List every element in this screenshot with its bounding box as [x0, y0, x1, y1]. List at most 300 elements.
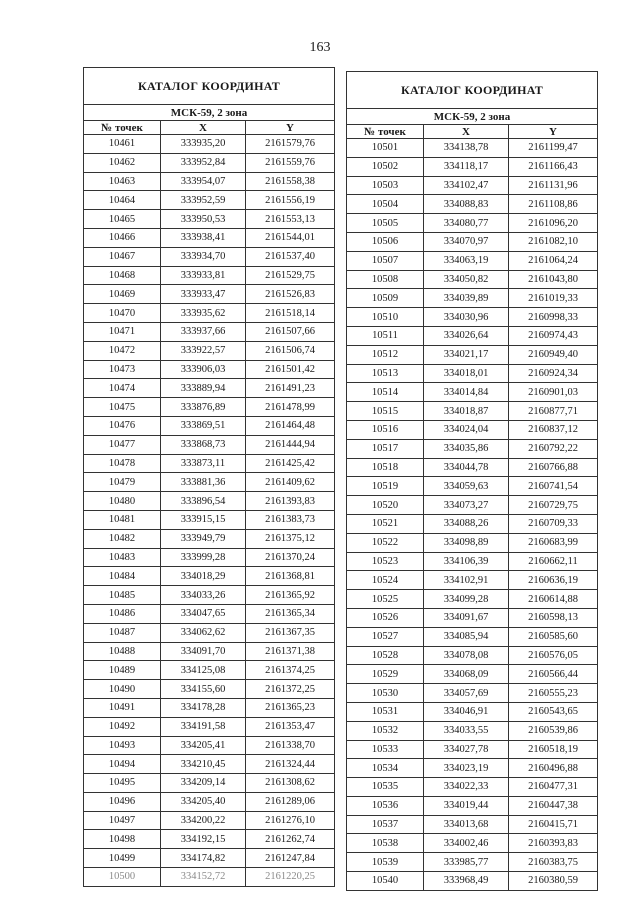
y-coordinate-cell: 2161108,86 [509, 195, 598, 214]
y-coordinate-cell: 2161289,06 [246, 792, 335, 811]
x-coordinate-cell: 334080,77 [424, 214, 509, 233]
y-coordinate-cell: 2161043,80 [509, 270, 598, 289]
x-coordinate-cell: 334209,14 [161, 774, 246, 793]
table-title: КАТАЛОГ КООРДИНАТ [347, 72, 598, 109]
y-coordinate-cell: 2160837,12 [509, 420, 598, 439]
x-coordinate-cell: 334002,46 [424, 834, 509, 853]
point-number-cell: 10467 [84, 247, 161, 266]
x-coordinate-cell: 333954,07 [161, 172, 246, 191]
x-coordinate-cell: 333935,20 [161, 135, 246, 154]
y-coordinate-cell: 2160949,40 [509, 345, 598, 364]
y-coordinate-cell: 2160636,19 [509, 571, 598, 590]
y-coordinate-cell: 2160766,88 [509, 458, 598, 477]
table-row [84, 210, 335, 229]
y-coordinate-cell: 2160447,38 [509, 796, 598, 815]
table-row [347, 853, 598, 872]
header-y: Y [509, 125, 598, 139]
table-row [84, 510, 335, 529]
y-coordinate-cell: 2160566,44 [509, 665, 598, 684]
point-number-cell: 10536 [347, 796, 424, 815]
x-coordinate-cell: 334018,87 [424, 402, 509, 421]
y-coordinate-cell: 2161338,70 [246, 736, 335, 755]
y-coordinate-cell: 2161579,76 [246, 135, 335, 154]
y-coordinate-cell: 2161199,47 [509, 139, 598, 158]
x-coordinate-cell: 334021,17 [424, 345, 509, 364]
x-coordinate-cell: 334057,69 [424, 684, 509, 703]
x-coordinate-cell: 334027,78 [424, 740, 509, 759]
x-coordinate-cell: 334125,08 [161, 661, 246, 680]
y-coordinate-cell: 2161276,10 [246, 811, 335, 830]
y-coordinate-cell: 2161324,44 [246, 755, 335, 774]
point-number-cell: 10498 [84, 830, 161, 849]
table-row [347, 702, 598, 721]
table-row [347, 496, 598, 515]
point-number-cell: 10488 [84, 642, 161, 661]
point-number-cell: 10483 [84, 548, 161, 567]
table-row [347, 195, 598, 214]
point-number-cell: 10523 [347, 552, 424, 571]
x-coordinate-cell: 334035,86 [424, 439, 509, 458]
table-row [84, 285, 335, 304]
point-number-cell: 10470 [84, 304, 161, 323]
table-row [347, 684, 598, 703]
table-row [347, 232, 598, 251]
point-number-cell: 10499 [84, 849, 161, 868]
y-coordinate-cell: 2160614,88 [509, 590, 598, 609]
x-coordinate-cell: 334210,45 [161, 755, 246, 774]
table-row [347, 552, 598, 571]
x-coordinate-cell: 334098,89 [424, 533, 509, 552]
point-number-cell: 10501 [347, 139, 424, 158]
x-coordinate-cell: 333876,89 [161, 398, 246, 417]
x-coordinate-cell: 334106,39 [424, 552, 509, 571]
point-number-cell: 10525 [347, 590, 424, 609]
y-coordinate-cell: 2161518,14 [246, 304, 335, 323]
table-row [84, 586, 335, 605]
point-number-cell: 10506 [347, 232, 424, 251]
x-coordinate-cell: 333968,49 [424, 872, 509, 891]
y-coordinate-cell: 2160585,60 [509, 627, 598, 646]
x-coordinate-cell: 334050,82 [424, 270, 509, 289]
table-row [84, 360, 335, 379]
point-number-cell: 10540 [347, 872, 424, 891]
y-coordinate-cell: 2160383,75 [509, 853, 598, 872]
y-coordinate-cell: 2161559,76 [246, 153, 335, 172]
table-row [347, 571, 598, 590]
table-row [347, 590, 598, 609]
point-number-cell: 10527 [347, 627, 424, 646]
x-coordinate-cell: 333896,54 [161, 492, 246, 511]
table-zone: МСК-59, 2 зона [84, 105, 335, 121]
table-row [347, 364, 598, 383]
table-row [84, 341, 335, 360]
y-coordinate-cell: 2161365,23 [246, 698, 335, 717]
point-number-cell: 10529 [347, 665, 424, 684]
point-number-cell: 10508 [347, 270, 424, 289]
table-row [347, 778, 598, 797]
point-number-cell: 10496 [84, 792, 161, 811]
point-number-cell: 10513 [347, 364, 424, 383]
y-coordinate-cell: 2161553,13 [246, 210, 335, 229]
table-row [84, 868, 335, 887]
x-coordinate-cell: 333938,41 [161, 228, 246, 247]
y-coordinate-cell: 2160877,71 [509, 402, 598, 421]
y-coordinate-cell: 2161558,38 [246, 172, 335, 191]
table-row [347, 214, 598, 233]
y-coordinate-cell: 2161393,83 [246, 492, 335, 511]
point-number-cell: 10478 [84, 454, 161, 473]
table-row [347, 270, 598, 289]
point-number-cell: 10519 [347, 477, 424, 496]
y-coordinate-cell: 2161353,47 [246, 717, 335, 736]
y-coordinate-cell: 2160415,71 [509, 815, 598, 834]
y-coordinate-cell: 2161529,75 [246, 266, 335, 285]
table-row [347, 477, 598, 496]
table-row [347, 402, 598, 421]
point-number-cell: 10491 [84, 698, 161, 717]
table-row [84, 228, 335, 247]
x-coordinate-cell: 334102,91 [424, 571, 509, 590]
point-number-cell: 10528 [347, 646, 424, 665]
point-number-cell: 10532 [347, 721, 424, 740]
table-row [84, 736, 335, 755]
y-coordinate-cell: 2161409,62 [246, 473, 335, 492]
table-row [347, 458, 598, 477]
x-coordinate-cell: 334019,44 [424, 796, 509, 815]
y-coordinate-cell: 2161262,74 [246, 830, 335, 849]
x-coordinate-cell: 333952,84 [161, 153, 246, 172]
table-row [84, 247, 335, 266]
y-coordinate-cell: 2160998,33 [509, 308, 598, 327]
point-number-cell: 10492 [84, 717, 161, 736]
point-number-cell: 10509 [347, 289, 424, 308]
coordinate-table-right [346, 71, 598, 891]
x-coordinate-cell: 333906,03 [161, 360, 246, 379]
x-coordinate-cell: 333922,57 [161, 341, 246, 360]
point-number-cell: 10517 [347, 439, 424, 458]
point-number-cell: 10486 [84, 604, 161, 623]
x-coordinate-cell: 334205,40 [161, 792, 246, 811]
point-number-cell: 10535 [347, 778, 424, 797]
y-coordinate-cell: 2160380,59 [509, 872, 598, 891]
y-coordinate-cell: 2161478,99 [246, 398, 335, 417]
y-coordinate-cell: 2161491,23 [246, 379, 335, 398]
point-number-cell: 10521 [347, 514, 424, 533]
y-coordinate-cell: 2160924,34 [509, 364, 598, 383]
table-row [84, 454, 335, 473]
table-row [84, 623, 335, 642]
point-number-cell: 10534 [347, 759, 424, 778]
table-row [84, 774, 335, 793]
point-number-cell: 10471 [84, 322, 161, 341]
table-row [84, 717, 335, 736]
x-coordinate-cell: 333868,73 [161, 435, 246, 454]
table-row [347, 157, 598, 176]
point-number-cell: 10476 [84, 416, 161, 435]
table-row [84, 416, 335, 435]
x-coordinate-cell: 333937,66 [161, 322, 246, 341]
point-number-cell: 10482 [84, 529, 161, 548]
y-coordinate-cell: 2160539,86 [509, 721, 598, 740]
x-coordinate-cell: 333999,28 [161, 548, 246, 567]
table-row [347, 514, 598, 533]
point-number-cell: 10516 [347, 420, 424, 439]
x-coordinate-cell: 333933,47 [161, 285, 246, 304]
point-number-cell: 10489 [84, 661, 161, 680]
point-number-cell: 10500 [84, 868, 161, 887]
x-coordinate-cell: 334070,97 [424, 232, 509, 251]
x-coordinate-cell: 334088,83 [424, 195, 509, 214]
table-row [84, 548, 335, 567]
y-coordinate-cell: 2161501,42 [246, 360, 335, 379]
y-coordinate-cell: 2160729,75 [509, 496, 598, 515]
x-coordinate-cell: 333935,62 [161, 304, 246, 323]
y-coordinate-cell: 2161365,92 [246, 586, 335, 605]
point-number-cell: 10533 [347, 740, 424, 759]
point-number-cell: 10465 [84, 210, 161, 229]
table-row [347, 608, 598, 627]
table-row [84, 135, 335, 154]
point-number-cell: 10475 [84, 398, 161, 417]
table-row [84, 172, 335, 191]
y-coordinate-cell: 2160576,05 [509, 646, 598, 665]
x-coordinate-cell: 334073,27 [424, 496, 509, 515]
table-row [347, 796, 598, 815]
point-number-cell: 10505 [347, 214, 424, 233]
table-body [84, 135, 335, 887]
point-number-cell: 10512 [347, 345, 424, 364]
y-coordinate-cell: 2160598,13 [509, 608, 598, 627]
x-coordinate-cell: 334013,68 [424, 815, 509, 834]
x-coordinate-cell: 334022,33 [424, 778, 509, 797]
x-coordinate-cell: 334085,94 [424, 627, 509, 646]
y-coordinate-cell: 2161220,25 [246, 868, 335, 887]
y-coordinate-cell: 2160518,19 [509, 740, 598, 759]
y-coordinate-cell: 2161247,84 [246, 849, 335, 868]
table-row [347, 439, 598, 458]
x-coordinate-cell: 334033,26 [161, 586, 246, 605]
table-row [347, 627, 598, 646]
x-coordinate-cell: 334191,58 [161, 717, 246, 736]
y-coordinate-cell: 2161425,42 [246, 454, 335, 473]
y-coordinate-cell: 2161526,83 [246, 285, 335, 304]
x-coordinate-cell: 334063,19 [424, 251, 509, 270]
point-number-cell: 10484 [84, 567, 161, 586]
table-row [347, 533, 598, 552]
x-coordinate-cell: 334118,17 [424, 157, 509, 176]
x-coordinate-cell: 334091,67 [424, 608, 509, 627]
y-coordinate-cell: 2160901,03 [509, 383, 598, 402]
x-coordinate-cell: 334018,01 [424, 364, 509, 383]
x-coordinate-cell: 334044,78 [424, 458, 509, 477]
y-coordinate-cell: 2161506,74 [246, 341, 335, 360]
table-row [84, 811, 335, 830]
header-x: X [161, 121, 246, 135]
table-row [84, 473, 335, 492]
point-number-cell: 10479 [84, 473, 161, 492]
table-row [347, 345, 598, 364]
table-row [84, 492, 335, 511]
table-row [84, 191, 335, 210]
x-coordinate-cell: 333915,15 [161, 510, 246, 529]
table-row [347, 872, 598, 891]
table-row [84, 604, 335, 623]
y-coordinate-cell: 2161556,19 [246, 191, 335, 210]
x-coordinate-cell: 334102,47 [424, 176, 509, 195]
x-coordinate-cell: 333889,94 [161, 379, 246, 398]
point-number-cell: 10520 [347, 496, 424, 515]
point-number-cell: 10468 [84, 266, 161, 285]
point-number-cell: 10503 [347, 176, 424, 195]
x-coordinate-cell: 333952,59 [161, 191, 246, 210]
header-y: Y [246, 121, 335, 135]
table-row [84, 755, 335, 774]
table-row [347, 420, 598, 439]
point-number-cell: 10487 [84, 623, 161, 642]
point-number-cell: 10466 [84, 228, 161, 247]
point-number-cell: 10511 [347, 326, 424, 345]
point-number-cell: 10531 [347, 702, 424, 721]
x-coordinate-cell: 334068,09 [424, 665, 509, 684]
point-number-cell: 10481 [84, 510, 161, 529]
point-number-cell: 10502 [347, 157, 424, 176]
x-coordinate-cell: 333933,81 [161, 266, 246, 285]
x-coordinate-cell: 334059,63 [424, 477, 509, 496]
header-point-number: № точек [347, 125, 424, 139]
point-number-cell: 10514 [347, 383, 424, 402]
page-number: 163 [309, 40, 331, 55]
x-coordinate-cell: 334205,41 [161, 736, 246, 755]
y-coordinate-cell: 2160741,54 [509, 477, 598, 496]
x-coordinate-cell: 334024,04 [424, 420, 509, 439]
x-coordinate-cell: 334026,64 [424, 326, 509, 345]
table-row [84, 830, 335, 849]
table-row [84, 642, 335, 661]
x-coordinate-cell: 334018,29 [161, 567, 246, 586]
table-title: КАТАЛОГ КООРДИНАТ [84, 68, 335, 105]
y-coordinate-cell: 2161131,96 [509, 176, 598, 195]
x-coordinate-cell: 334046,91 [424, 702, 509, 721]
y-coordinate-cell: 2161507,66 [246, 322, 335, 341]
table-row [347, 251, 598, 270]
point-number-cell: 10497 [84, 811, 161, 830]
x-coordinate-cell: 334023,19 [424, 759, 509, 778]
x-coordinate-cell: 333950,53 [161, 210, 246, 229]
x-coordinate-cell: 334192,15 [161, 830, 246, 849]
x-coordinate-cell: 334033,55 [424, 721, 509, 740]
point-number-cell: 10462 [84, 153, 161, 172]
point-number-cell: 10539 [347, 853, 424, 872]
x-coordinate-cell: 334174,82 [161, 849, 246, 868]
y-coordinate-cell: 2161365,34 [246, 604, 335, 623]
table-row [84, 661, 335, 680]
table-row [84, 153, 335, 172]
y-coordinate-cell: 2161544,01 [246, 228, 335, 247]
table-row [347, 289, 598, 308]
table-row [84, 792, 335, 811]
y-coordinate-cell: 2160393,83 [509, 834, 598, 853]
table-body [347, 139, 598, 891]
table-row [84, 398, 335, 417]
y-coordinate-cell: 2161537,40 [246, 247, 335, 266]
y-coordinate-cell: 2160662,11 [509, 552, 598, 571]
table-row [347, 665, 598, 684]
point-number-cell: 10538 [347, 834, 424, 853]
table-row [84, 529, 335, 548]
table-row [84, 379, 335, 398]
point-number-cell: 10504 [347, 195, 424, 214]
point-number-cell: 10461 [84, 135, 161, 154]
table-row [84, 567, 335, 586]
y-coordinate-cell: 2161064,24 [509, 251, 598, 270]
table-row [84, 849, 335, 868]
table-row [347, 176, 598, 195]
point-number-cell: 10507 [347, 251, 424, 270]
y-coordinate-cell: 2160543,65 [509, 702, 598, 721]
y-coordinate-cell: 2160555,23 [509, 684, 598, 703]
table-row [84, 698, 335, 717]
table-row [347, 721, 598, 740]
x-coordinate-cell: 334155,60 [161, 680, 246, 699]
point-number-cell: 10469 [84, 285, 161, 304]
point-number-cell: 10530 [347, 684, 424, 703]
x-coordinate-cell: 334062,62 [161, 623, 246, 642]
y-coordinate-cell: 2161308,62 [246, 774, 335, 793]
point-number-cell: 10537 [347, 815, 424, 834]
x-coordinate-cell: 334152,72 [161, 868, 246, 887]
point-number-cell: 10490 [84, 680, 161, 699]
point-number-cell: 10473 [84, 360, 161, 379]
x-coordinate-cell: 334039,89 [424, 289, 509, 308]
point-number-cell: 10494 [84, 755, 161, 774]
y-coordinate-cell: 2161368,81 [246, 567, 335, 586]
y-coordinate-cell: 2161444,94 [246, 435, 335, 454]
point-number-cell: 10524 [347, 571, 424, 590]
x-coordinate-cell: 334014,84 [424, 383, 509, 402]
point-number-cell: 10477 [84, 435, 161, 454]
x-coordinate-cell: 334047,65 [161, 604, 246, 623]
y-coordinate-cell: 2160709,33 [509, 514, 598, 533]
point-number-cell: 10518 [347, 458, 424, 477]
x-coordinate-cell: 334091,70 [161, 642, 246, 661]
table-row [84, 304, 335, 323]
y-coordinate-cell: 2161375,12 [246, 529, 335, 548]
y-coordinate-cell: 2160477,31 [509, 778, 598, 797]
x-coordinate-cell: 334200,22 [161, 811, 246, 830]
table-row [84, 266, 335, 285]
x-coordinate-cell: 334078,08 [424, 646, 509, 665]
point-number-cell: 10480 [84, 492, 161, 511]
point-number-cell: 10522 [347, 533, 424, 552]
point-number-cell: 10485 [84, 586, 161, 605]
y-coordinate-cell: 2161383,73 [246, 510, 335, 529]
y-coordinate-cell: 2161464,48 [246, 416, 335, 435]
y-coordinate-cell: 2161372,25 [246, 680, 335, 699]
coordinate-table-left [83, 67, 335, 887]
point-number-cell: 10472 [84, 341, 161, 360]
table-row [84, 435, 335, 454]
x-coordinate-cell: 334030,96 [424, 308, 509, 327]
point-number-cell: 10526 [347, 608, 424, 627]
y-coordinate-cell: 2161082,10 [509, 232, 598, 251]
table-row [347, 759, 598, 778]
x-coordinate-cell: 333934,70 [161, 247, 246, 266]
y-coordinate-cell: 2160792,22 [509, 439, 598, 458]
y-coordinate-cell: 2161367,35 [246, 623, 335, 642]
table-row [347, 834, 598, 853]
y-coordinate-cell: 2161096,20 [509, 214, 598, 233]
y-coordinate-cell: 2160496,88 [509, 759, 598, 778]
